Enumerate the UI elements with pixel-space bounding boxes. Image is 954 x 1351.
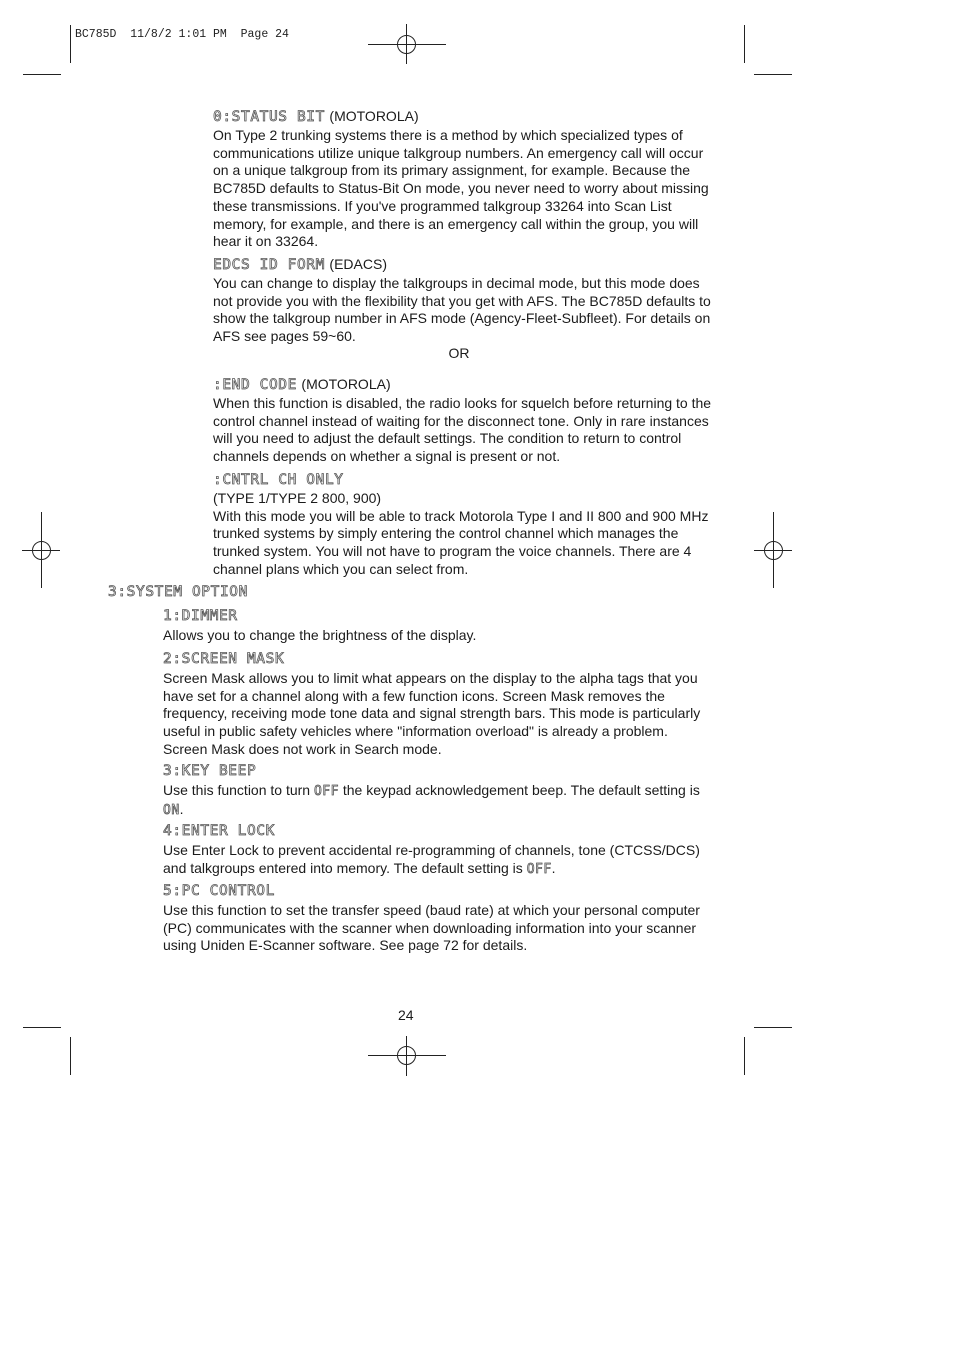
cntrl-ch-only-heading	[213, 471, 713, 490]
enter-lock-off-value: OFF	[526, 861, 552, 877]
crop-mark	[23, 74, 61, 75]
key-beep-off-value: OFF	[313, 784, 339, 799]
pc-control-text: Use this function to set the transfer speed (baud rate) at which your personal computer (PC) communicates with the scanner when downloading information into your scanner using Uniden E-Scanner software. See page 72 for details.	[163, 902, 700, 954]
cntrl-ch-only-section	[213, 471, 713, 579]
status-bit-text: On Type 2 trunking systems there is a method by which specialized types of communications utilize unique talkgroup numbers. An emergency call will occur on a unique talkgroup from its primary assignment, for example. Because the BC785D defaults to Status-Bit On mode, you never need to worry about missing these transmissions. If you've programmed talkgroup 33264 into Scan List memory, for example, and there is an emergency call within the group, you will hear it on 33264.	[213, 127, 709, 250]
enter-lock-text-before: Use Enter Lock to prevent accidental re-programming of channels, tone (CTCSS/DCS) and talkgroups entered into memory. The default setting is	[163, 842, 700, 876]
crop-mark	[70, 25, 71, 63]
edcs-id-form-heading	[213, 256, 713, 275]
edcs-id-form-text: You can change to display the talkgroups in decimal mode, but this mode does not provide you with the flexibility that you get with AFS. The BC785D defaults to show the talkgroup number in AFS mode (Agency-Fleet-Subfleet). For details on AFS see pages 59~60.	[213, 275, 711, 345]
page-number: 24	[398, 1007, 414, 1023]
pc-control-title: 5:PC CONTROL	[163, 883, 275, 899]
status-bit-section	[213, 108, 713, 251]
dimmer-text: Allows you to change the brightness of the display.	[163, 627, 477, 643]
cntrl-ch-only-text: With this mode you will be able to track Motorola Type I and II 800 and 900 MHz trunked systems by simply entering the control channel which manages the trunked system. You will not have to program the voice channels. There are 4 channel plans which you can select from.	[213, 507, 709, 577]
key-beep-text	[163, 782, 703, 819]
end-code-heading	[213, 376, 713, 395]
crop-mark	[754, 74, 792, 75]
crop-mark	[744, 1037, 745, 1075]
key-beep-text-middle: the keypad acknowledgement beep. The default setting is	[338, 782, 700, 798]
cntrl-ch-only-title: :CNTRL CH ONLY	[213, 472, 344, 488]
dimmer-section	[163, 608, 713, 645]
or-separator: OR	[448, 345, 470, 361]
enter-lock-title: 4:ENTER LOCK	[163, 823, 275, 839]
crop-mark	[70, 1037, 71, 1075]
screen-mask-title: 2:SCREEN MASK	[163, 651, 285, 667]
key-beep-text-before: Use this function to turn	[163, 782, 314, 798]
end-code-title: :END CODE	[213, 377, 297, 393]
status-bit-title: 0:STATUS BIT	[213, 109, 325, 125]
screen-mask-section	[163, 651, 713, 759]
enter-lock-text-after: .	[551, 859, 556, 876]
key-beep-title: 3:KEY BEEP	[163, 763, 257, 779]
print-header: BC785D 11/8/2 1:01 PM Page 24	[75, 28, 289, 41]
end-code-section	[213, 376, 713, 466]
system-option-heading: 3:SYSTEM OPTION	[108, 584, 248, 600]
edcs-id-form-section	[213, 256, 713, 346]
key-beep-on-value: ON	[163, 802, 180, 818]
crop-mark	[744, 25, 745, 63]
enter-lock-section	[163, 823, 703, 878]
edcs-id-form-title: EDCS ID FORM	[213, 257, 325, 273]
cntrl-ch-only-tag: (TYPE 1/TYPE 2 800, 900)	[213, 490, 382, 506]
pc-control-section	[163, 883, 703, 955]
enter-lock-text	[163, 842, 703, 878]
crop-mark	[754, 1027, 792, 1028]
key-beep-section	[163, 763, 703, 819]
status-bit-tag: (MOTOROLA)	[329, 108, 419, 124]
crop-mark	[23, 1027, 61, 1028]
end-code-tag: (MOTOROLA)	[301, 376, 391, 392]
dimmer-title: 1:DIMMER	[163, 608, 238, 624]
status-bit-heading	[213, 108, 713, 127]
key-beep-text-after: .	[179, 800, 184, 817]
edcs-id-form-tag: (EDACS)	[329, 256, 387, 272]
end-code-text: When this function is disabled, the radio looks for squelch before returning to the control channel instead of waiting for the disconnect tone. Only in rare instances will you need to adjust the default settings. The condition to return to control channels depends on whether a signal is present or not.	[213, 395, 712, 465]
screen-mask-text: Screen Mask allows you to limit what appears on the display to the alpha tags that you have set for a channel along with a few function icons. Screen Mask removes the frequency, receiving mode tone data and signal strength bars. This mode is particularly useful in public safety vehicles where "information overload" is already a problem. Screen Mask does not work in Search mode.	[163, 670, 701, 757]
